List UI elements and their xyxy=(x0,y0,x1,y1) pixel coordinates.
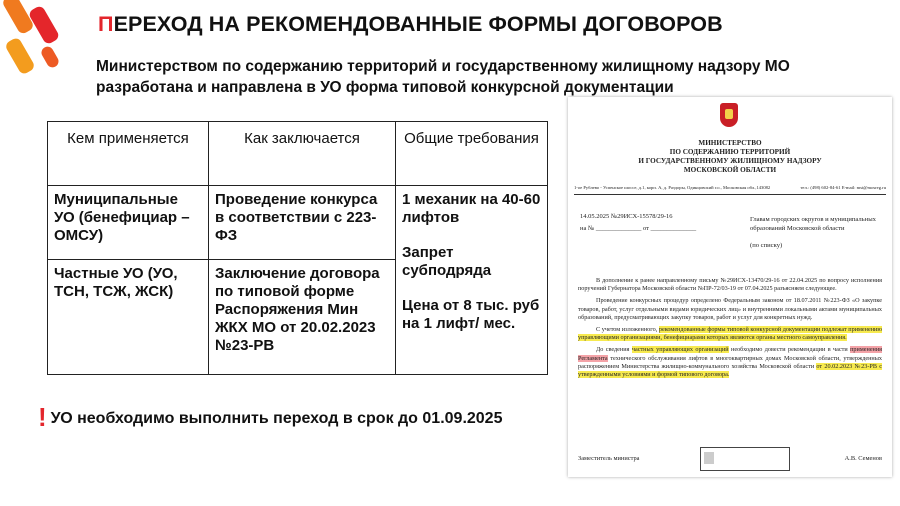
letter-body xyxy=(578,277,882,383)
letter-address-text: 1-ое Рублево - Успенское шоссе, д.1, корп. А, д. Раздоры, Одинцовский г.о., Московская обл.,143082 xyxy=(574,185,771,190)
logo-bar xyxy=(39,44,60,69)
letter-address xyxy=(574,185,886,195)
highlight: применения Регламента xyxy=(578,346,883,362)
org-line: И ГОСУДАРСТВЕННОМУ ЖИЛИЩНОМУ НАДЗОРУ xyxy=(638,157,822,165)
letter-number xyxy=(580,211,696,235)
letter-addressee xyxy=(750,215,880,250)
cell-how: Заключение договора по типовой форме Распоряжения Мин ЖКХ МО от 20.02.2023 №23-РВ xyxy=(209,260,396,375)
highlight: частных управляющих организаций xyxy=(631,346,729,354)
deadline-warning xyxy=(38,402,502,433)
requirement-item: 1 механик на 40-60 лифтов xyxy=(402,191,541,226)
requirements-table xyxy=(47,121,548,375)
text-span: С учетом изложенного, xyxy=(596,326,658,334)
logo-bar xyxy=(4,36,36,75)
warning-text: УО необходимо выполнить переход в срок до 01.09.2025 xyxy=(50,410,503,427)
addressee-text: Главам городских округов и муниципальных образований Московской области xyxy=(750,216,876,232)
intro-text: Министерством по содержанию территорий и государственному жилищному надзору МО разработана и направлена в УО форма типовой конкурсной документации xyxy=(96,58,790,96)
cell-who: Частные УО (УО, ТСН, ТСЖ, ЖСК) xyxy=(48,260,209,375)
header-requirements: Общие требования xyxy=(396,122,548,186)
title-first-letter: П xyxy=(98,12,114,36)
letter-paragraph: Проведение конкурсных процедур определено Федеральным законом от 18.07.2011 №223-ФЗ «О закупке товаров, работ, услуг отдельными видами юридических лиц» и внутренними локальными актами муниципальных образований, предусматривающих закупку товаров, работ и услуг для конкретных нужд. xyxy=(578,297,882,321)
exclamation-icon: ! xyxy=(38,402,47,432)
requirement-item: Запрет субподряда xyxy=(402,244,492,279)
letter-signature xyxy=(578,455,882,462)
table-header-row xyxy=(48,122,548,186)
org-line: МИНИСТЕРСТВО xyxy=(698,139,762,147)
org-line: ПО СОДЕРЖАНИЮ ТЕРРИТОРИЙ xyxy=(669,148,791,156)
number-line: 14.05.2025 №29ИСХ-15578/29-16 xyxy=(580,213,673,220)
header-who: Кем применяется xyxy=(48,122,209,186)
slide-title xyxy=(98,12,723,37)
letter-paragraph: В дополнение к ранее направленному письму №29ИСХ-13470/29-16 от 22.04.2025 по вопросу исполнения поручений Губернатора Московской области №ПР-72/03-19 от 07.04.2025 разъясняем следующее. xyxy=(578,277,882,293)
letter-image xyxy=(568,97,892,477)
letter-org xyxy=(568,139,892,175)
highlight: рекомендованные формы типовой конкурсной документации подлежат применению управляющими организациями, бенефициарами которых являются органы местного самоуправления. xyxy=(578,326,882,342)
header-how: Как заключается xyxy=(209,122,396,186)
coat-of-arms-icon xyxy=(720,103,738,127)
table-row xyxy=(48,186,548,260)
cell-who: Муниципальные УО (бенефициар – ОМСУ) xyxy=(48,186,209,260)
cell-requirements xyxy=(396,186,548,375)
brand-logo xyxy=(0,0,70,80)
text-span: необходимо довести рекомендации в части xyxy=(731,346,848,354)
text-span: До сведения xyxy=(596,346,630,354)
letter-paragraph xyxy=(578,326,882,342)
org-line: МОСКОВСКОЙ ОБЛАСТИ xyxy=(683,166,777,174)
text-span: технического обслуживания лифтов в многоквартирных домах Московской области, утвержденных распоряжением Министерства жилищно-коммунального хозяйства Московской области xyxy=(578,354,882,370)
requirement-item: Цена от 8 тыс. руб на 1 лифт/ мес. xyxy=(402,297,540,332)
by-list: (по списку) xyxy=(750,242,783,249)
cell-how: Проведение конкурса в соответствии с 223-ФЗ xyxy=(209,186,396,260)
title-rest: ЕРЕХОД НА РЕКОМЕНДОВАННЫЕ ФОРМЫ ДОГОВОРОВ xyxy=(113,12,723,36)
signer-title: Заместитель министра xyxy=(578,455,640,462)
highlight: от 20.02.2023 №23-РВ с утвержденными условиями и формой типового договора. xyxy=(578,362,883,379)
letter-contacts: тел.: (498) 602-84-61 E-mail: mst@mosreg.ru xyxy=(800,185,886,190)
letter-paragraph xyxy=(578,346,882,379)
ref-line: на № ______________ от ______________ xyxy=(580,225,697,232)
signer-name: А.В. Семенов xyxy=(844,455,882,462)
